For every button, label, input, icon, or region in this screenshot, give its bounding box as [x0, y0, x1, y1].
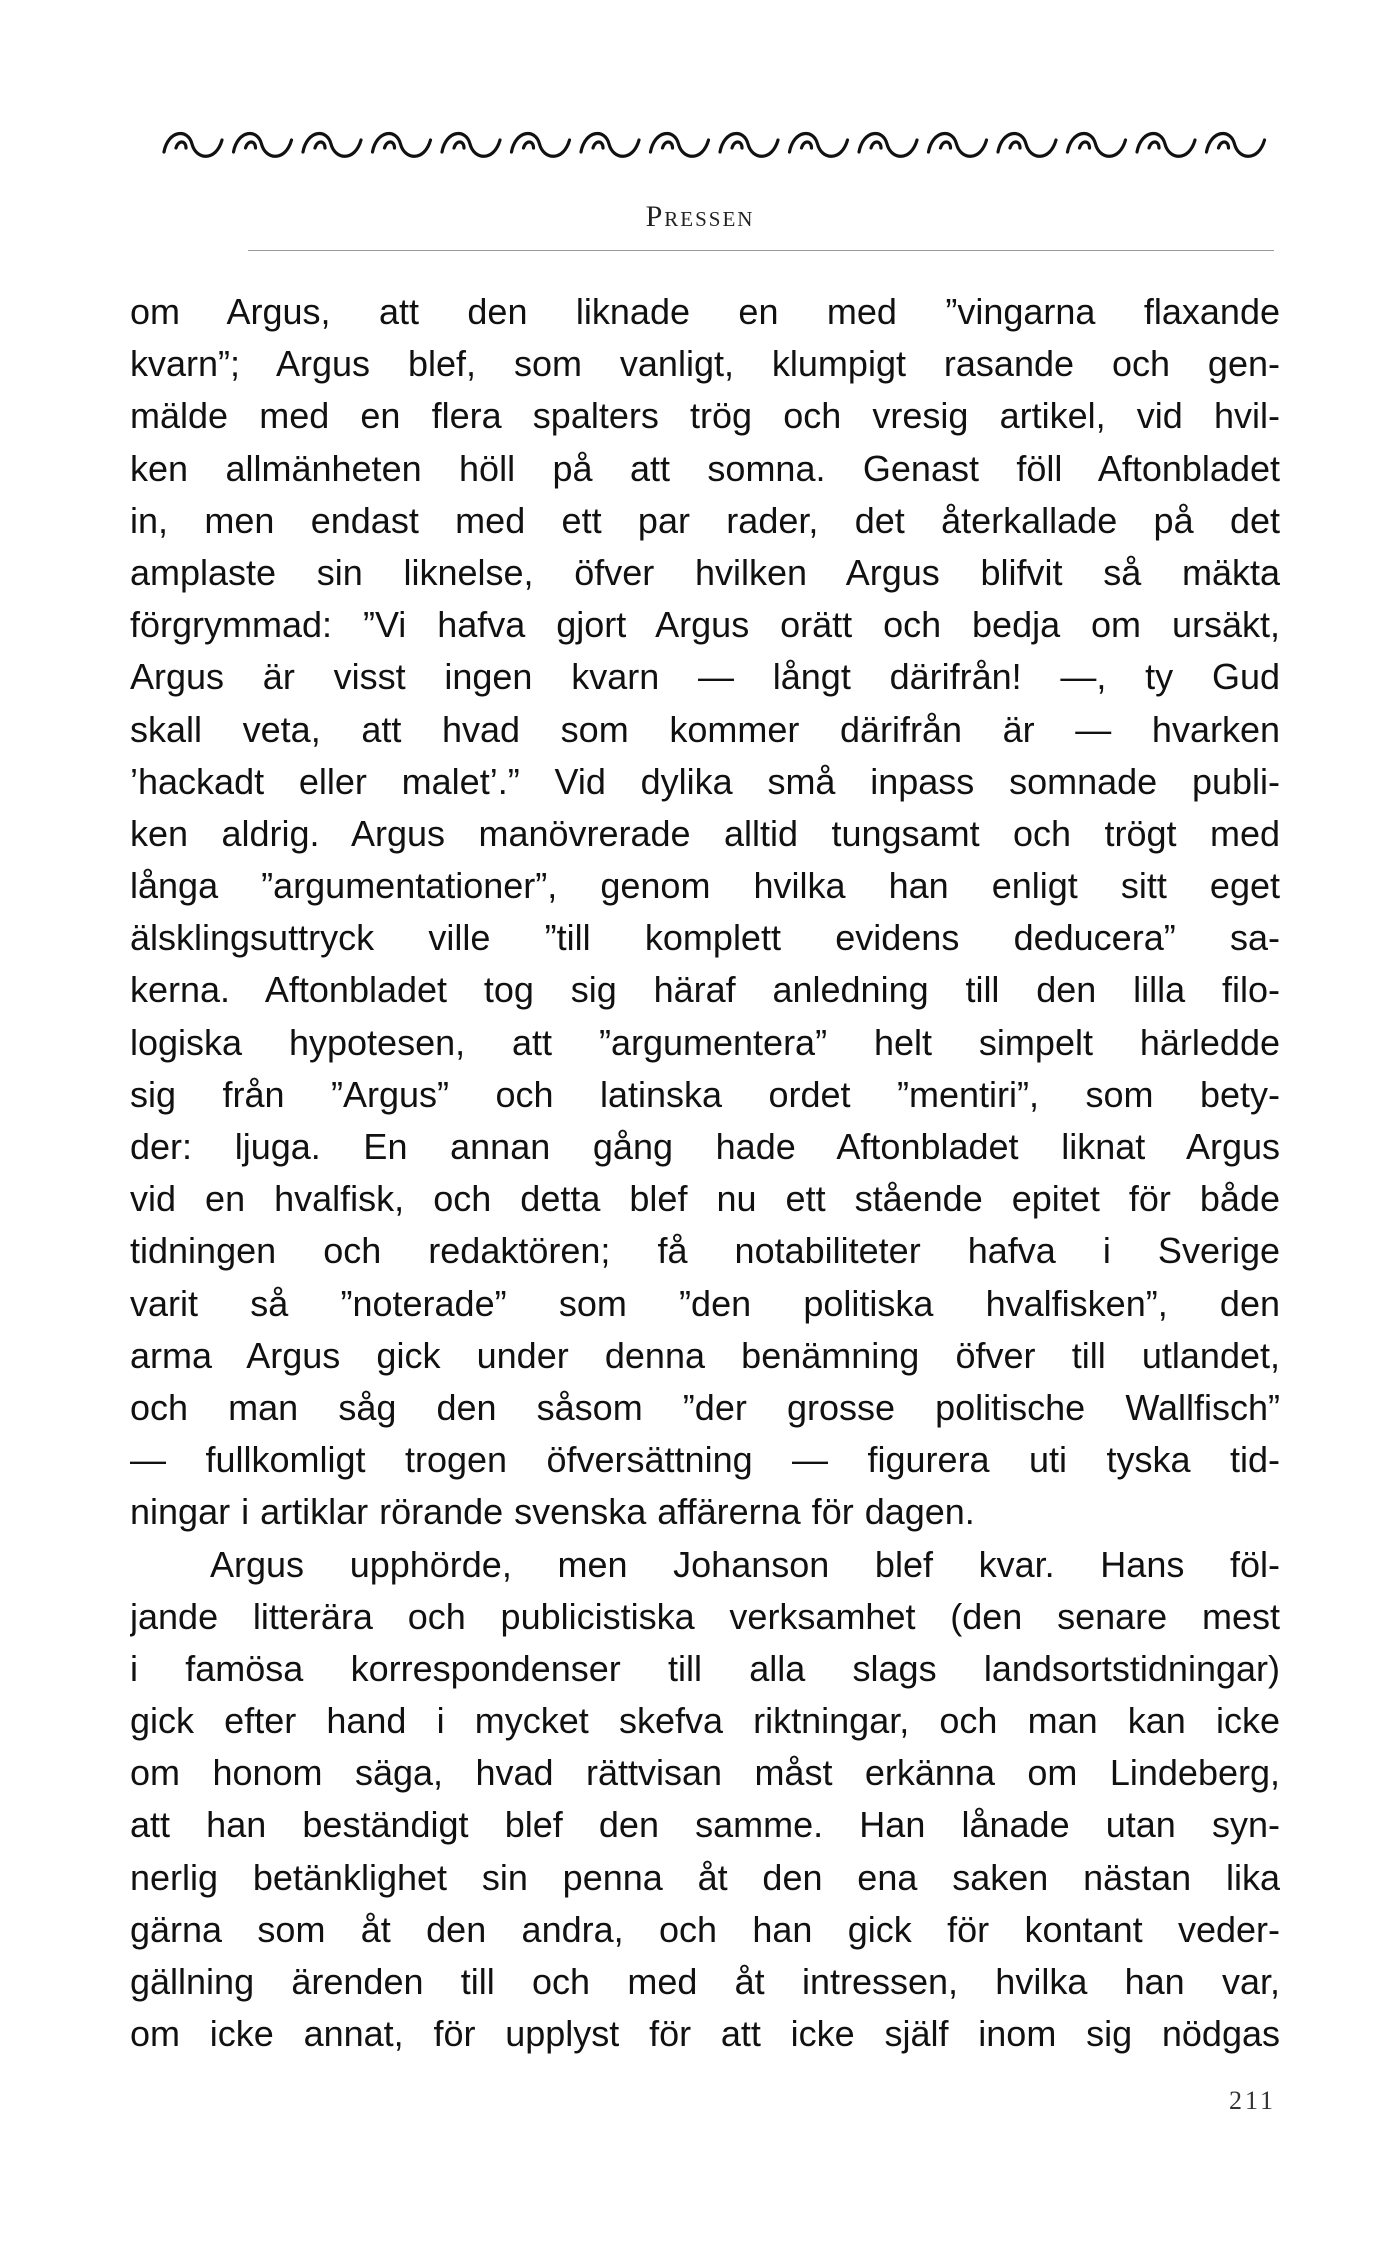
page-number: 211 — [1228, 2086, 1276, 2115]
ornament-scroll — [164, 134, 222, 157]
header-rule — [248, 250, 1274, 251]
text-line: om Argus, att den liknade en med ”vingarna flaxande — [130, 291, 1280, 332]
text-line: varit så ”noterade” som ”den politiska hvalfisken”, den — [130, 1282, 1280, 1324]
ornament-scroll — [1207, 134, 1265, 157]
ornament-scroll — [1137, 134, 1195, 157]
text-line: Argus är visst ingen kvarn — långt därifrån! —, ty Gud — [130, 656, 1280, 698]
ornament-scroll — [651, 134, 709, 157]
ornament-scroll — [512, 134, 570, 157]
ornament-scroll — [1068, 134, 1126, 157]
text-line: långa ”argumentationer”, genom hvilka han enligt sitt eget — [130, 865, 1280, 907]
text-line: nerlig betänklighet sin penna åt den ena saken nästan lika — [130, 1856, 1280, 1898]
text-line: der: ljuga. En annan gång hade Aftonbladet liknat Argus — [130, 1126, 1280, 1167]
ornament-scroll — [790, 134, 848, 157]
text-line: logiska hypotesen, att ”argumentera” helt simpelt härledde — [130, 1021, 1280, 1063]
text-line: ningar i artiklar rörande svenska affärerna för dagen. — [130, 1491, 975, 1533]
text-line: i famösa korrespondenser till alla slags landsortstidningar) — [130, 1647, 1280, 1689]
text-line: om icke annat, för upplyst för att icke själf inom sig nödgas — [130, 2013, 1280, 2055]
decorative-header-ornament — [158, 118, 1270, 174]
ornament-scroll — [234, 134, 292, 157]
text-line: in, men endast med ett par rader, det återkallade på det — [130, 499, 1280, 541]
text-line: tidningen och redaktören; få notabiliteter hafva i Sverige — [130, 1230, 1280, 1272]
ornament-scroll — [581, 134, 639, 157]
text-line: kerna. Aftonbladet tog sig häraf anledning till den lilla filo- — [130, 969, 1280, 1011]
text-line: amplaste sin liknelse, öfver hvilken Argus blifvit så mäkta — [130, 551, 1280, 593]
text-line: gärna som åt den andra, och han gick för kontant veder- — [130, 1908, 1280, 1950]
text-line: älsklingsuttryck ville ”till komplett evidens deducera” sa- — [130, 917, 1280, 959]
ornament-scroll — [929, 134, 987, 157]
text-line: gick efter hand i mycket skefva riktningar, och man kan icke — [130, 1700, 1280, 1742]
ornament-scroll — [303, 134, 361, 157]
body-text — [130, 286, 1280, 2060]
text-line: om honom säga, hvad rättvisan måst erkänna om Lindeberg, — [130, 1752, 1280, 1794]
ornament-scroll — [998, 134, 1056, 157]
text-line: ’hackadt eller malet’.” Vid dylika små inpass somnade publi- — [130, 760, 1280, 802]
text-line: mälde med en flera spalters trög och vresig artikel, vid hvil- — [130, 395, 1280, 437]
text-line: — fullkomligt trogen öfversättning — figurera uti tyska tid- — [130, 1439, 1280, 1481]
ornament-scroll — [720, 134, 778, 157]
text-line: förgrymmad: ”Vi hafva gjort Argus orätt och bedja om ursäkt, — [130, 604, 1280, 646]
text-line: sig från ”Argus” och latinska ordet ”mentiri”, som bety- — [130, 1073, 1280, 1115]
ornament-scroll — [859, 134, 917, 157]
running-head: Pressen — [645, 200, 755, 233]
text-line: och man såg den såsom ”der grosse politische Wallfisch” — [130, 1386, 1280, 1428]
text-line: ken allmänheten höll på att somna. Genast föll Aftonbladet — [130, 447, 1280, 489]
text-line: ken aldrig. Argus manövrerade alltid tungsamt och trögt med — [130, 812, 1280, 854]
text-line: skall veta, att hvad som kommer därifrån är — hvarken — [130, 708, 1280, 750]
text-line: gällning ärenden till och med åt intressen, hvilka han var, — [130, 1961, 1280, 2002]
ornament-scroll — [373, 134, 431, 157]
text-line: vid en hvalfisk, och detta blef nu ett stående epitet för både — [130, 1178, 1280, 1220]
text-line: Argus upphörde, men Johanson blef kvar. Hans föl- — [210, 1543, 1280, 1585]
ornament-scroll — [442, 134, 500, 157]
text-line: jande litterära och publicistiska verksamhet (den senare mest — [130, 1595, 1280, 1637]
text-line: arma Argus gick under denna benämning öfver till utlandet, — [130, 1334, 1280, 1376]
text-line: kvarn”; Argus blef, som vanligt, klumpigt rasande och gen- — [130, 343, 1280, 385]
text-line: att han beständigt blef den samme. Han lånade utan syn- — [130, 1804, 1280, 1846]
